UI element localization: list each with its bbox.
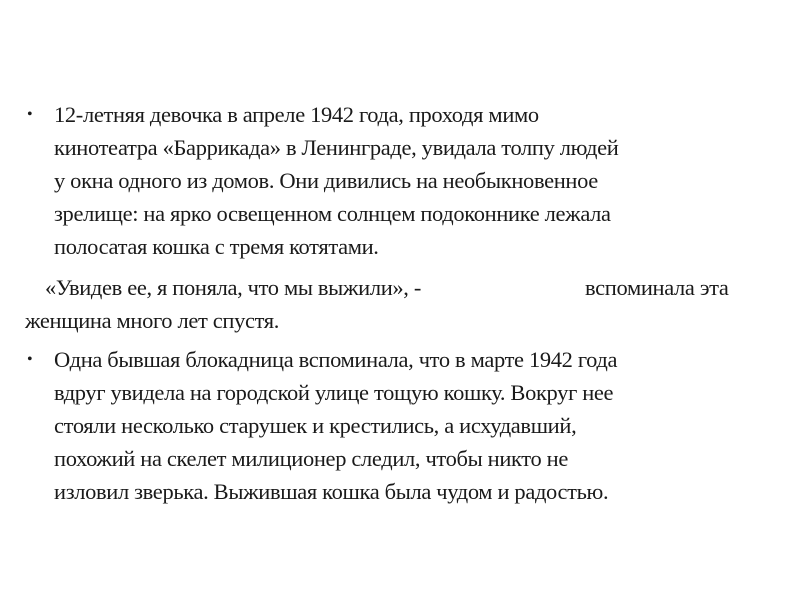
text-line: зрелище: на ярко освещенном солнцем подоконнике лежала [54, 201, 611, 226]
quote-attribution: вспоминала эта [585, 275, 729, 300]
text-line: Одна бывшая блокадница вспоминала, что в марте 1942 года [54, 347, 618, 372]
text-line: стояли несколько старушек и крестились, а исхудавший, [54, 413, 577, 438]
text-line: вдруг увидела на городской улице тощую кошку. Вокруг нее [54, 380, 614, 405]
text-line: изловил зверька. Выжившая кошка была чудом и радостью. [54, 479, 609, 504]
quote-text: «Увидев ее, я поняла, что мы выжили», - [45, 275, 421, 300]
bullet-marker: • [27, 106, 33, 123]
text-line: полосатая кошка с тремя котятами. [54, 234, 379, 259]
text-line: 12-летняя девочка в апреле 1942 года, проходя мимо [54, 102, 539, 127]
text-line: у окна одного из домов. Они дивились на необыкновенное [54, 168, 598, 193]
bullet-marker: • [27, 351, 33, 368]
text-line: похожий на скелет милиционер следил, чтобы никто не [54, 446, 568, 471]
text-line: кинотеатра «Баррикада» в Ленинграде, увидала толпу людей [54, 135, 619, 160]
quote-continuation: женщина много лет спустя. [25, 308, 280, 333]
